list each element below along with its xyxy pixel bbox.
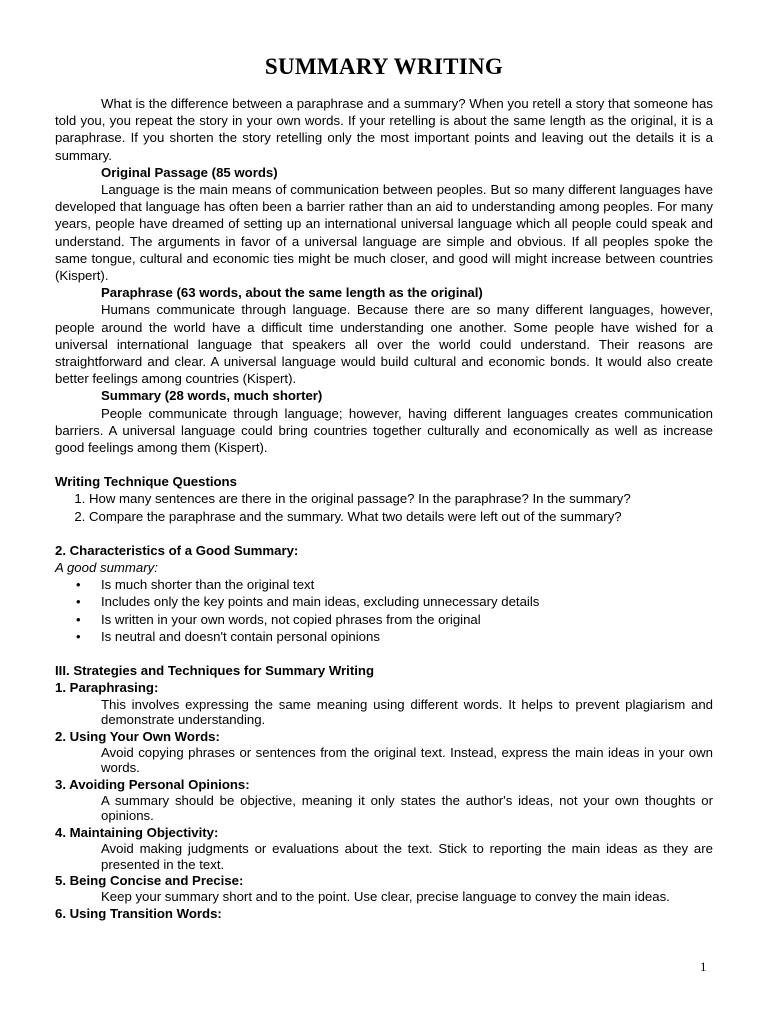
strategy-heading: 5. Being Concise and Precise: <box>55 873 244 889</box>
summary-heading: Summary (28 words, much shorter) <box>101 388 323 404</box>
summary-text: People communicate through language; however, having different languages creates communication barriers. A universal language could bring countries together culturally and economically as well as increase good feelings among them (Kispert). <box>55 405 713 456</box>
strategy-heading: 4. Maintaining Objectivity: <box>55 824 219 840</box>
list-item <box>55 576 713 593</box>
technique-questions-list <box>55 490 713 524</box>
spacer <box>55 525 713 542</box>
list-item-text: Is neutral and doesn't contain personal opinions <box>101 628 380 644</box>
list-item <box>55 593 713 610</box>
document-title: SUMMARY WRITING <box>264 54 504 79</box>
list-item-text: Is much shorter than the original text <box>101 577 315 593</box>
strategy-text: Avoid copying phrases or sentences from the original text. Instead, express the main ideas in your own words. <box>101 744 713 776</box>
list-item <box>55 611 713 628</box>
paraphrase-heading: Paraphrase (63 words, about the same length as the original) <box>101 285 483 301</box>
original-passage-text: Language is the main means of communication between peoples. But so many different languages have developed that language has often been a barrier rather than an aid to understanding among peoples. For many years, people have dreamed of setting up an international universal language which all people could speak and understand. The arguments in favor of a universal language are simple and obvious. If all peoples spoke the same tongue, cultural and economic ties might be much closer, and good will might increase between countries (Kispert). <box>55 182 713 284</box>
strategy-text: This involves expressing the same meaning using different words. It helps to prevent plagiarism and demonstrate understanding. <box>101 696 713 727</box>
document-page <box>55 0 713 922</box>
strategy-text: Keep your summary short and to the point. Use clear, precise language to convey the main ideas. <box>101 889 670 905</box>
bullet-icon: • <box>76 577 81 593</box>
strategy-heading: 2. Using Your Own Words: <box>55 728 220 744</box>
page-number: 1 <box>700 959 707 974</box>
spacer <box>55 645 713 662</box>
bullet-icon: • <box>76 594 81 610</box>
paraphrase-text: Humans communicate through language. Because there are so many different languages, however, people around the world have a difficult time understanding one another. Some people have wished for a universal international language that speakers all over the world could understand. Their reasons are straightforward and clear. A universal language would build cultural and economic bonds. It would also create better feelings among countries (Kispert). <box>55 302 713 387</box>
strategies-heading: III. Strategies and Techniques for Summary Writing <box>55 663 375 679</box>
strategy-heading: 3. Avoiding Personal Opinions: <box>55 776 250 792</box>
bullet-icon: • <box>76 628 81 644</box>
list-item: 1. How many sentences are there in the original passage? In the paraphrase? In the summary? <box>89 490 713 507</box>
technique-questions-heading: Writing Technique Questions <box>55 474 237 490</box>
list-item-text: Is written in your own words, not copied phrases from the original <box>101 611 481 627</box>
strategy-text: A summary should be objective, meaning it only states the author's ideas, not your own thoughts or opinions. <box>101 792 713 824</box>
characteristics-heading: 2. Characteristics of a Good Summary: <box>55 542 299 558</box>
strategy-heading: 1. Paraphrasing: <box>55 680 159 696</box>
characteristics-list <box>55 576 713 645</box>
original-passage-heading: Original Passage (85 words) <box>101 164 278 180</box>
intro-paragraph: What is the difference between a paraphrase and a summary? When you retell a story that someone has told you, you repeat the story in your own words. If your retelling is about the same length as the original, it is a paraphrase. If you shorten the story retelling only the most important points and leaving out the details it is a summary. <box>55 96 713 163</box>
bullet-icon: • <box>76 611 81 627</box>
characteristics-intro: A good summary: <box>55 560 158 576</box>
list-item <box>55 628 713 645</box>
list-item-text: Includes only the key points and main ideas, excluding unnecessary details <box>101 594 540 610</box>
strategy-heading: 6. Using Transition Words: <box>55 905 222 921</box>
strategy-text: Avoid making judgments or evaluations about the text. Stick to reporting the main ideas as they are presented in the text. <box>101 841 713 872</box>
spacer <box>55 456 713 473</box>
list-item: 2. Compare the paraphrase and the summary. What two details were left out of the summary? <box>89 508 713 525</box>
